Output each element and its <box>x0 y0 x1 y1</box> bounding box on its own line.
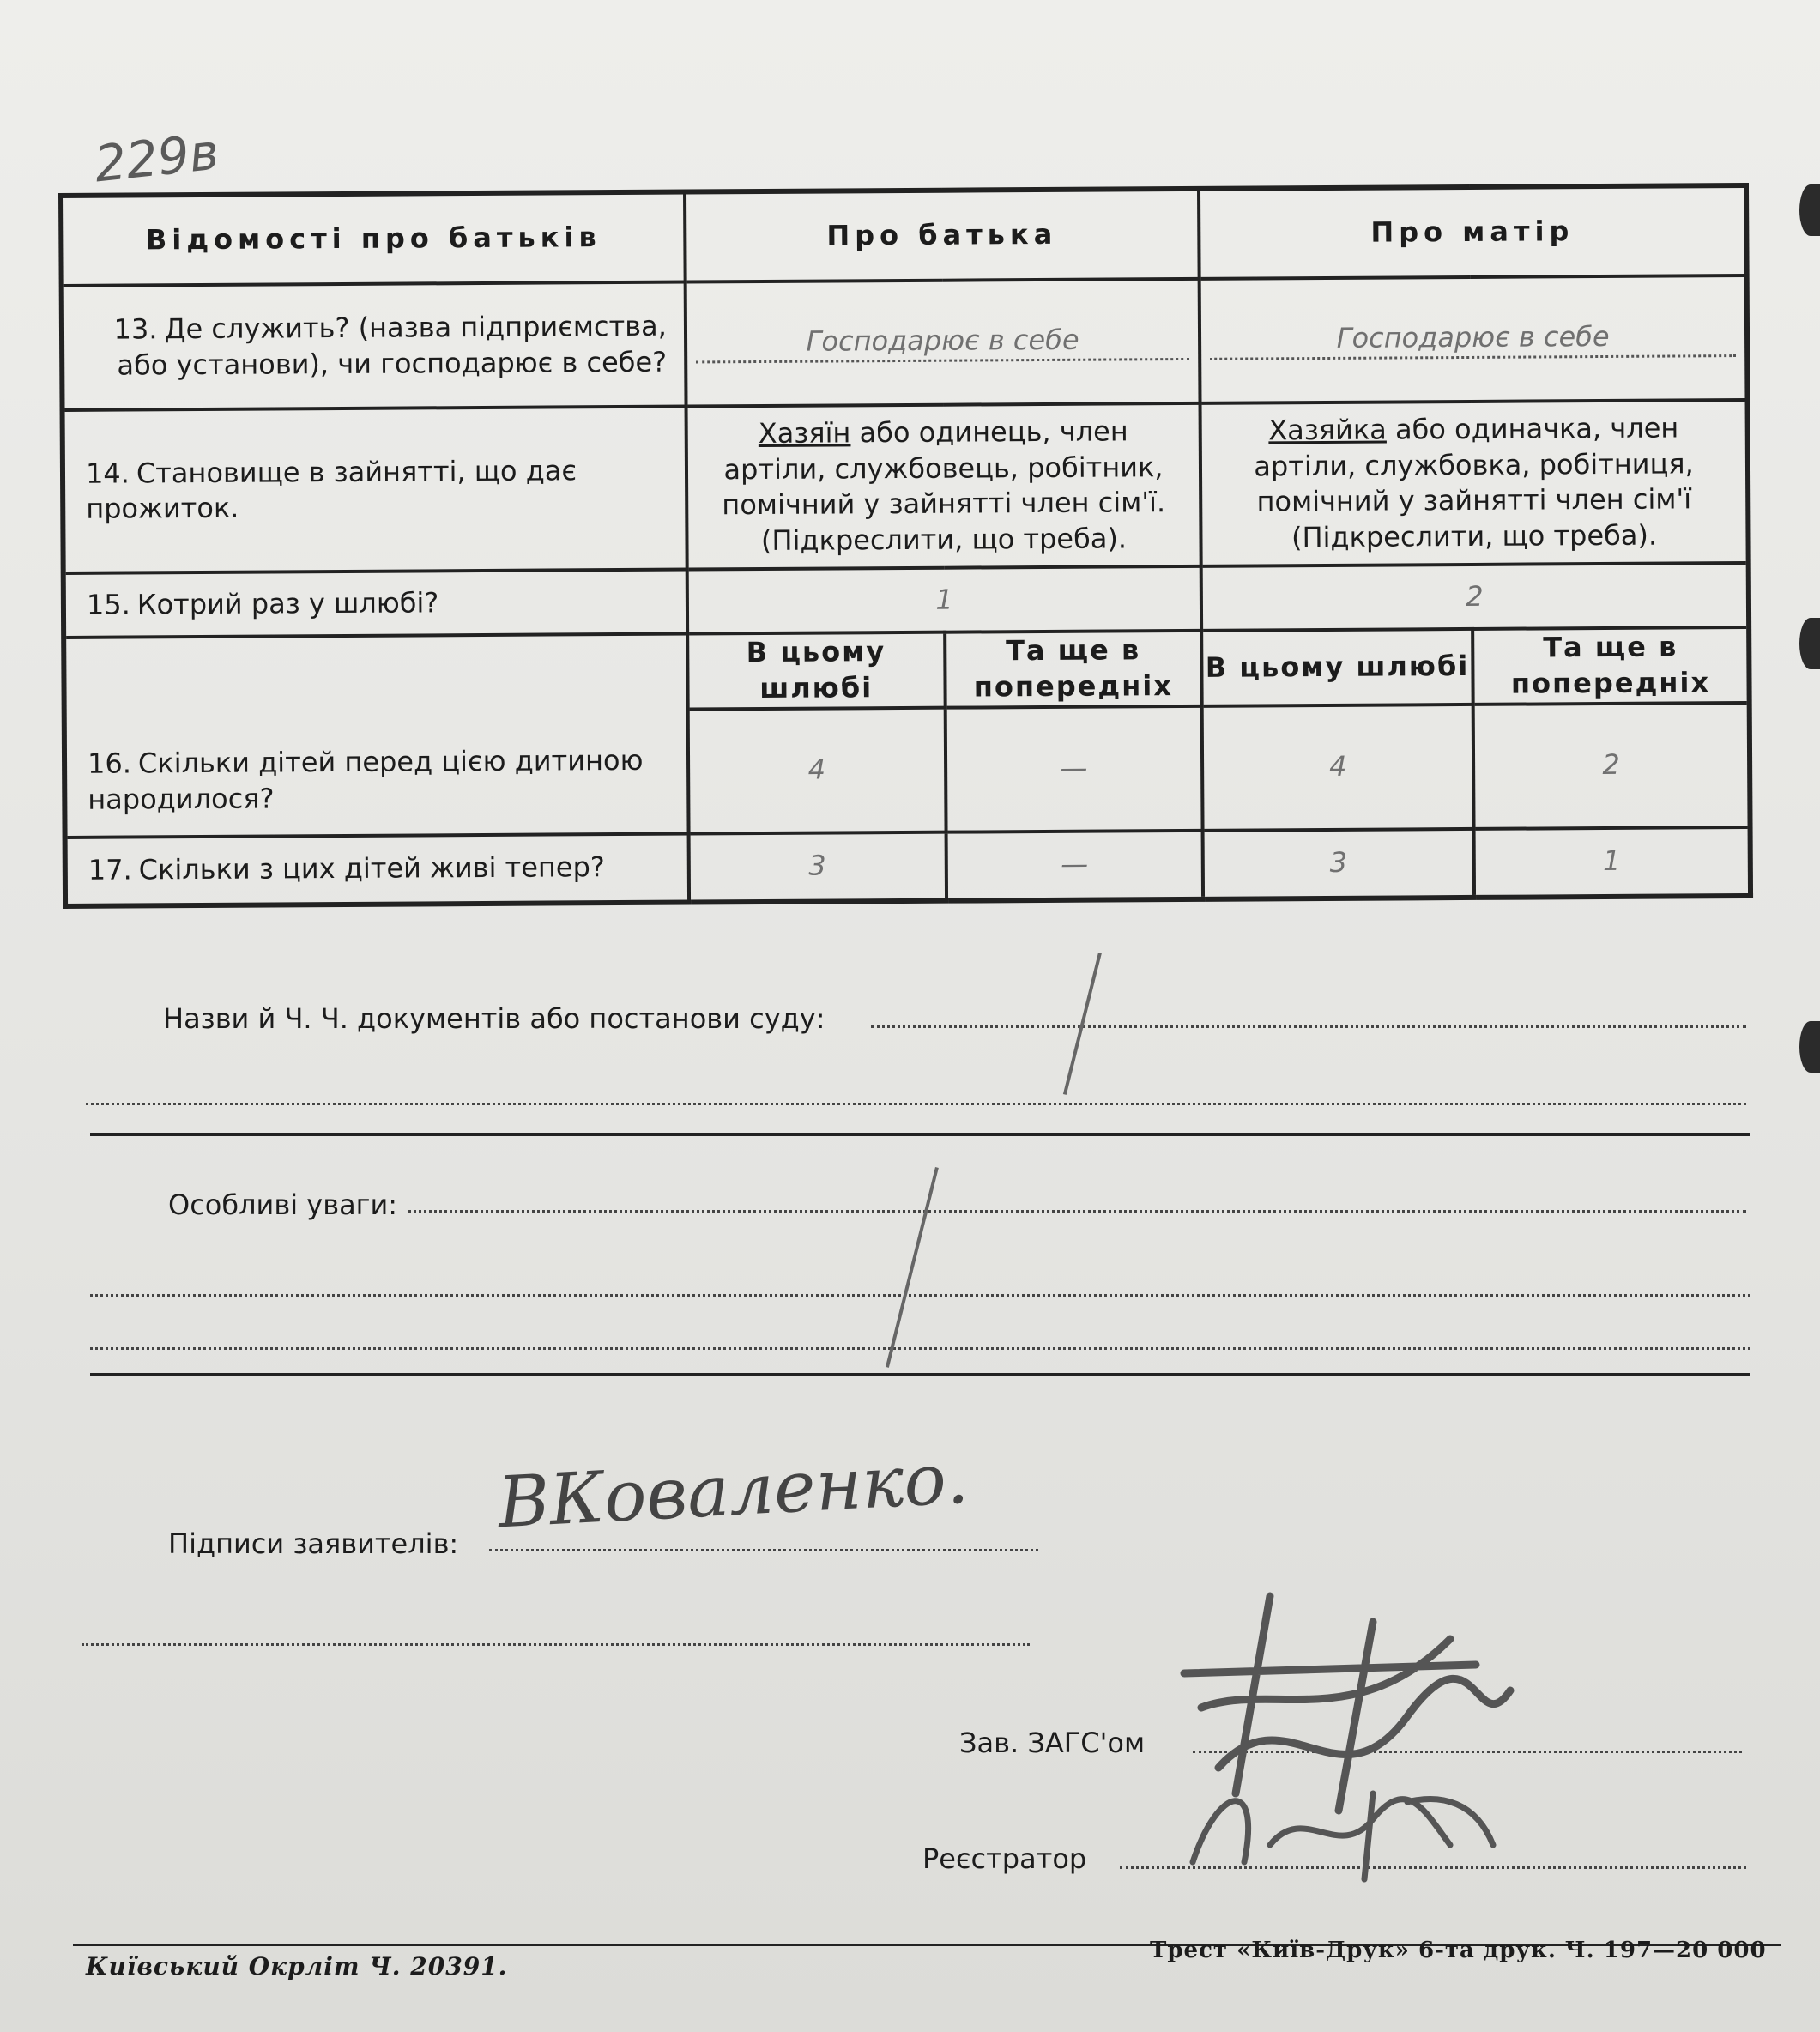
row-q15 <box>63 563 1749 638</box>
question-text: Становище в зайнятті, що дає прожиток. <box>86 453 577 525</box>
q16-mother-this: 4 <box>1202 705 1474 831</box>
applicants-line <box>489 1549 1038 1551</box>
header-parents-info: Відомості про батьків <box>61 192 686 286</box>
instruction-note: (Підкреслити, що треба). <box>760 522 1128 557</box>
subheader-mother-previous: Та ще в попередніх <box>1472 627 1749 704</box>
official-signatures <box>1167 1588 1527 1888</box>
q16-mother-prev: 2 <box>1473 703 1750 829</box>
row-q16-subheader <box>63 627 1749 712</box>
underlined-option: Хазяїн <box>758 416 851 451</box>
q15-father-answer: 1 <box>687 566 1202 634</box>
handwritten-answer: Господарює в себе <box>1210 318 1736 360</box>
question-15 <box>63 570 687 638</box>
table-header-row <box>61 185 1747 286</box>
remarks-line <box>90 1294 1750 1297</box>
question-text: Скільки дітей перед цією дитиною народилося? <box>88 744 644 816</box>
subheader-mother-this-marriage: В цьому шлюбі <box>1201 629 1472 705</box>
underlined-option: Хазяйка <box>1268 413 1387 447</box>
parents-info-table <box>58 183 1753 909</box>
q15-mother-answer: 2 <box>1201 563 1749 631</box>
q13-father-answer <box>686 279 1200 407</box>
handwritten-answer: Господарює в себе <box>696 322 1190 363</box>
option-list: або одиначка, член артіли, службовка, робітниця, помічний у зайнятті член сім'ї <box>1254 411 1694 518</box>
zags-head-label: Зав. ЗАГС'ом <box>959 1727 1146 1759</box>
question-number: 13. <box>113 312 158 346</box>
question-number: 14. <box>85 457 130 490</box>
remarks-line <box>408 1210 1746 1213</box>
section-rule <box>90 1133 1750 1136</box>
documents-label: Назви й Ч. Ч. документів або постанови суду: <box>163 1002 825 1035</box>
documents-line <box>871 1025 1746 1028</box>
header-mother: Про матір <box>1199 185 1746 279</box>
header-father: Про батька <box>685 189 1200 282</box>
remarks-line <box>90 1347 1750 1350</box>
row-q13 <box>62 275 1748 410</box>
question-16 <box>63 634 688 838</box>
q14-mother-options <box>1200 400 1749 566</box>
q16-father-this: 4 <box>688 707 946 833</box>
binder-hole <box>1799 618 1820 669</box>
question-number: 16. <box>87 747 132 781</box>
zags-head-signature <box>1184 1596 1510 1811</box>
instruction-note: (Підкреслити, що треба). <box>1291 518 1658 554</box>
documents-line <box>86 1103 1746 1105</box>
registrar-label: Реєстратор <box>922 1842 1087 1875</box>
footer-publisher: Київський Окрліт Ч. 20391. <box>86 1952 508 1981</box>
applicant-signature: ВКоваленко. <box>495 1437 970 1545</box>
footer-printer: Трест «Київ-Друк» 6-та друк. Ч. 197—20 000 <box>1150 1938 1767 1963</box>
q17-mother-prev: 1 <box>1474 827 1750 898</box>
question-number: 15. <box>86 588 130 621</box>
applicants-line <box>82 1643 1030 1646</box>
q13-mother-answer <box>1200 275 1748 403</box>
question-14 <box>63 407 687 574</box>
binder-hole <box>1799 184 1820 236</box>
dash-stroke <box>1063 952 1102 1095</box>
question-text: Скільки з цих дітей живі тепер? <box>138 850 605 886</box>
archive-number: 229в <box>91 122 222 194</box>
question-13 <box>62 282 686 410</box>
q17-mother-this: 3 <box>1203 828 1474 898</box>
row-q17 <box>65 827 1750 906</box>
row-q14 <box>63 400 1749 573</box>
q17-father-this: 3 <box>688 832 946 902</box>
q17-father-prev: — <box>946 830 1203 900</box>
applicants-label: Підписи заявителів: <box>168 1527 459 1560</box>
question-text: Котрий раз у шлюбі? <box>136 586 439 621</box>
q14-father-options <box>686 403 1200 570</box>
dash-stroke <box>886 1167 939 1368</box>
remarks-label: Особливі уваги: <box>168 1188 398 1221</box>
option-list: або одинець, член артіли, службовець, робітник, помічний у зайнятті член сім'ї. <box>722 414 1166 522</box>
subheader-father-this-marriage: В цьому шлюбі <box>687 632 945 709</box>
section-rule <box>90 1373 1750 1376</box>
binder-hole <box>1799 1021 1820 1073</box>
question-text: Де служить? (назва підприємства, або установи), чи господарює в себе? <box>117 309 668 382</box>
question-number: 17. <box>88 853 132 887</box>
question-17 <box>65 833 689 905</box>
q16-father-prev: — <box>945 705 1203 832</box>
subheader-father-previous: Та ще в попередніх <box>945 631 1202 707</box>
